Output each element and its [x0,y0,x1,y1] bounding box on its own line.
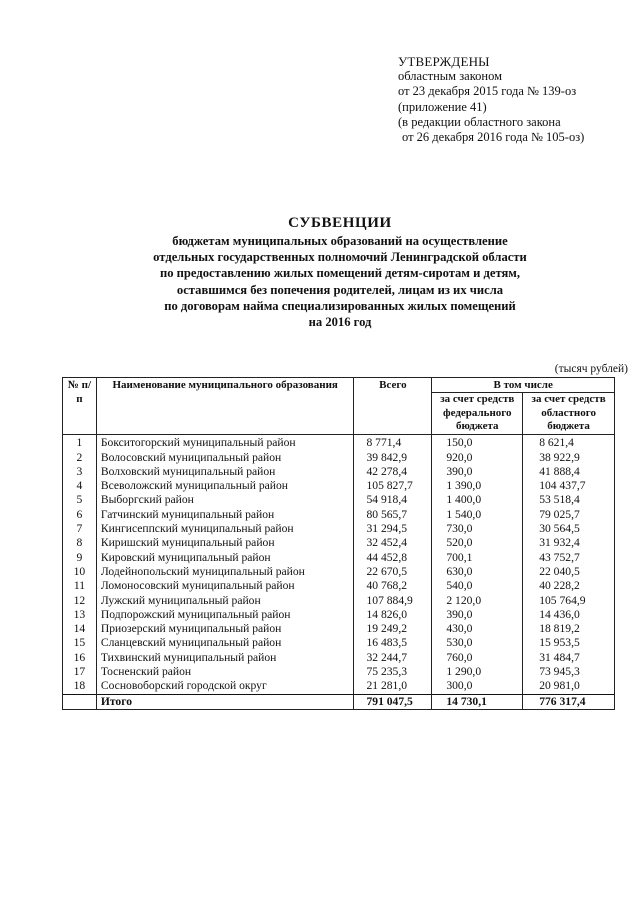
row-municipality: Бокситогорский муниципальный район [96,435,354,451]
table-row [63,435,615,451]
document-title: СУБВЕНЦИИ [288,215,392,231]
row-total: 39 842,9 [354,451,432,465]
row-municipality: Выборгский район [96,493,354,507]
row-number: 7 [63,522,97,536]
row-federal: 920,0 [432,451,523,465]
row-total: 31 294,5 [354,522,432,536]
row-regional: 41 888,4 [523,465,615,479]
row-total: 107 884,9 [354,594,432,608]
row-federal: 430,0 [432,622,523,636]
row-federal: 150,0 [432,435,523,451]
row-municipality: Сосновоборский городской округ [96,679,354,694]
row-total: 22 670,5 [354,565,432,579]
approval-line: от 23 декабря 2015 года № 139-оз [398,84,577,99]
row-number: 12 [63,594,97,608]
row-municipality: Киришский муниципальный район [96,536,354,550]
row-total: 8 771,4 [354,435,432,451]
row-municipality: Волосовский муниципальный район [96,451,354,465]
row-number: 4 [63,479,97,493]
row-number: 16 [63,651,97,665]
row-number: 18 [63,679,97,694]
header-name: Наименование муниципального образования [96,378,354,435]
row-total: 40 768,2 [354,579,432,593]
row-total: 32 452,4 [354,536,432,550]
row-federal: 390,0 [432,608,523,622]
row-municipality: Тихвинский муниципальный район [96,651,354,665]
total-regional: 776 317,4 [523,694,615,709]
row-federal: 730,0 [432,522,523,536]
row-municipality: Приозерский муниципальный район [96,622,354,636]
row-number: 2 [63,451,97,465]
row-regional: 105 764,9 [523,594,615,608]
row-municipality: Ломоносовский муниципальный район [96,579,354,593]
row-number: 3 [63,465,97,479]
row-municipality: Всеволожский муниципальный район [96,479,354,493]
approval-line: от 26 декабря 2016 года № 105-оз) [402,130,585,145]
row-federal: 520,0 [432,536,523,550]
row-federal: 1 390,0 [432,479,523,493]
approval-line: областным законом [398,69,503,84]
approval-stamp [398,54,584,145]
table-row [63,622,615,636]
row-regional: 14 436,0 [523,608,615,622]
row-federal: 1 400,0 [432,493,523,507]
row-federal: 530,0 [432,636,523,650]
row-total: 32 244,7 [354,651,432,665]
total-blank-cell [63,694,97,709]
row-number: 1 [63,435,97,451]
heading-line: оставшимся без попечения родителей, лицам из их числа [176,282,504,297]
table-row [63,565,615,579]
table-row [63,608,615,622]
row-municipality: Сланцевский муниципальный район [96,636,354,650]
row-number: 17 [63,665,97,679]
heading-line: отдельных государственных полномочий Ленинградской области [153,250,527,265]
row-number: 11 [63,579,97,593]
units-label: (тысяч рублей) [554,363,628,375]
table-row [63,636,615,650]
row-number: 15 [63,636,97,650]
row-regional: 53 518,4 [523,493,615,507]
row-municipality: Тосненский район [96,665,354,679]
approval-title: УТВЕРЖДЕНЫ [398,54,490,69]
row-regional: 79 025,7 [523,508,615,522]
row-regional: 38 922,9 [523,451,615,465]
row-federal: 1 540,0 [432,508,523,522]
total-sum: 791 047,5 [354,694,432,709]
row-federal: 2 120,0 [432,594,523,608]
header-federal: за счет средств федерального бюджета [432,393,523,435]
row-number: 9 [63,551,97,565]
header-regional: за счет средств областного бюджета [523,393,615,435]
row-total: 54 918,4 [354,493,432,507]
row-number: 5 [63,493,97,507]
row-total: 75 235,3 [354,665,432,679]
heading-line: бюджетам муниципальных образований на осуществление [172,234,508,248]
heading-line: по предоставлению жилых помещений детям-сиротам и детям, [159,266,521,281]
row-regional: 43 752,7 [523,551,615,565]
row-total: 21 281,0 [354,679,432,694]
row-federal: 760,0 [432,651,523,665]
row-municipality: Гатчинский муниципальный район [96,508,354,522]
row-regional: 104 437,7 [523,479,615,493]
row-total: 42 278,4 [354,465,432,479]
row-federal: 1 290,0 [432,665,523,679]
table-row [63,522,615,536]
row-total: 16 483,5 [354,636,432,650]
approval-line: (приложение 41) [398,99,487,114]
row-number: 10 [63,565,97,579]
table-row [63,579,615,593]
header-including: В том числе [432,378,615,393]
row-federal: 700,1 [432,551,523,565]
row-regional: 8 621,4 [523,435,615,451]
row-federal: 630,0 [432,565,523,579]
approval-line: (в редакции областного закона [398,114,561,129]
row-federal: 300,0 [432,679,523,694]
table-row [63,551,615,565]
document-heading [60,214,620,330]
row-municipality: Волховский муниципальный район [96,465,354,479]
row-total: 80 565,7 [354,508,432,522]
header-number: № п/п [63,378,97,435]
row-regional: 40 228,2 [523,579,615,593]
row-regional: 18 819,2 [523,622,615,636]
table-row [63,479,615,493]
subsidies-table [62,377,615,710]
total-federal: 14 730,1 [432,694,523,709]
row-municipality: Кировский муниципальный район [96,551,354,565]
row-regional: 22 040,5 [523,565,615,579]
table-row [63,665,615,679]
heading-line: по договорам найма специализированных жилых помещений [164,298,516,313]
heading-line: на 2016 год [308,315,372,330]
row-total: 19 249,2 [354,622,432,636]
total-row [63,694,615,709]
table-row [63,451,615,465]
row-regional: 15 953,5 [523,636,615,650]
row-number: 14 [63,622,97,636]
row-municipality: Подпорожский муниципальный район [96,608,354,622]
total-label: Итого [96,694,354,709]
row-total: 105 827,7 [354,479,432,493]
header-total: Всего [354,378,432,435]
table-row [63,679,615,694]
table-row [63,493,615,507]
row-regional: 73 945,3 [523,665,615,679]
row-regional: 31 932,4 [523,536,615,550]
table-row [63,536,615,550]
row-regional: 20 981,0 [523,679,615,694]
table-row [63,508,615,522]
row-federal: 540,0 [432,579,523,593]
row-municipality: Лодейнопольский муниципальный район [96,565,354,579]
row-regional: 30 564,5 [523,522,615,536]
row-number: 13 [63,608,97,622]
table-row [63,594,615,608]
row-number: 6 [63,508,97,522]
row-regional: 31 484,7 [523,651,615,665]
table-row [63,651,615,665]
row-federal: 390,0 [432,465,523,479]
row-total: 14 826,0 [354,608,432,622]
row-municipality: Кингисеппский муниципальный район [96,522,354,536]
row-total: 44 452,8 [354,551,432,565]
row-municipality: Лужский муниципальный район [96,594,354,608]
row-number: 8 [63,536,97,550]
table-row [63,465,615,479]
